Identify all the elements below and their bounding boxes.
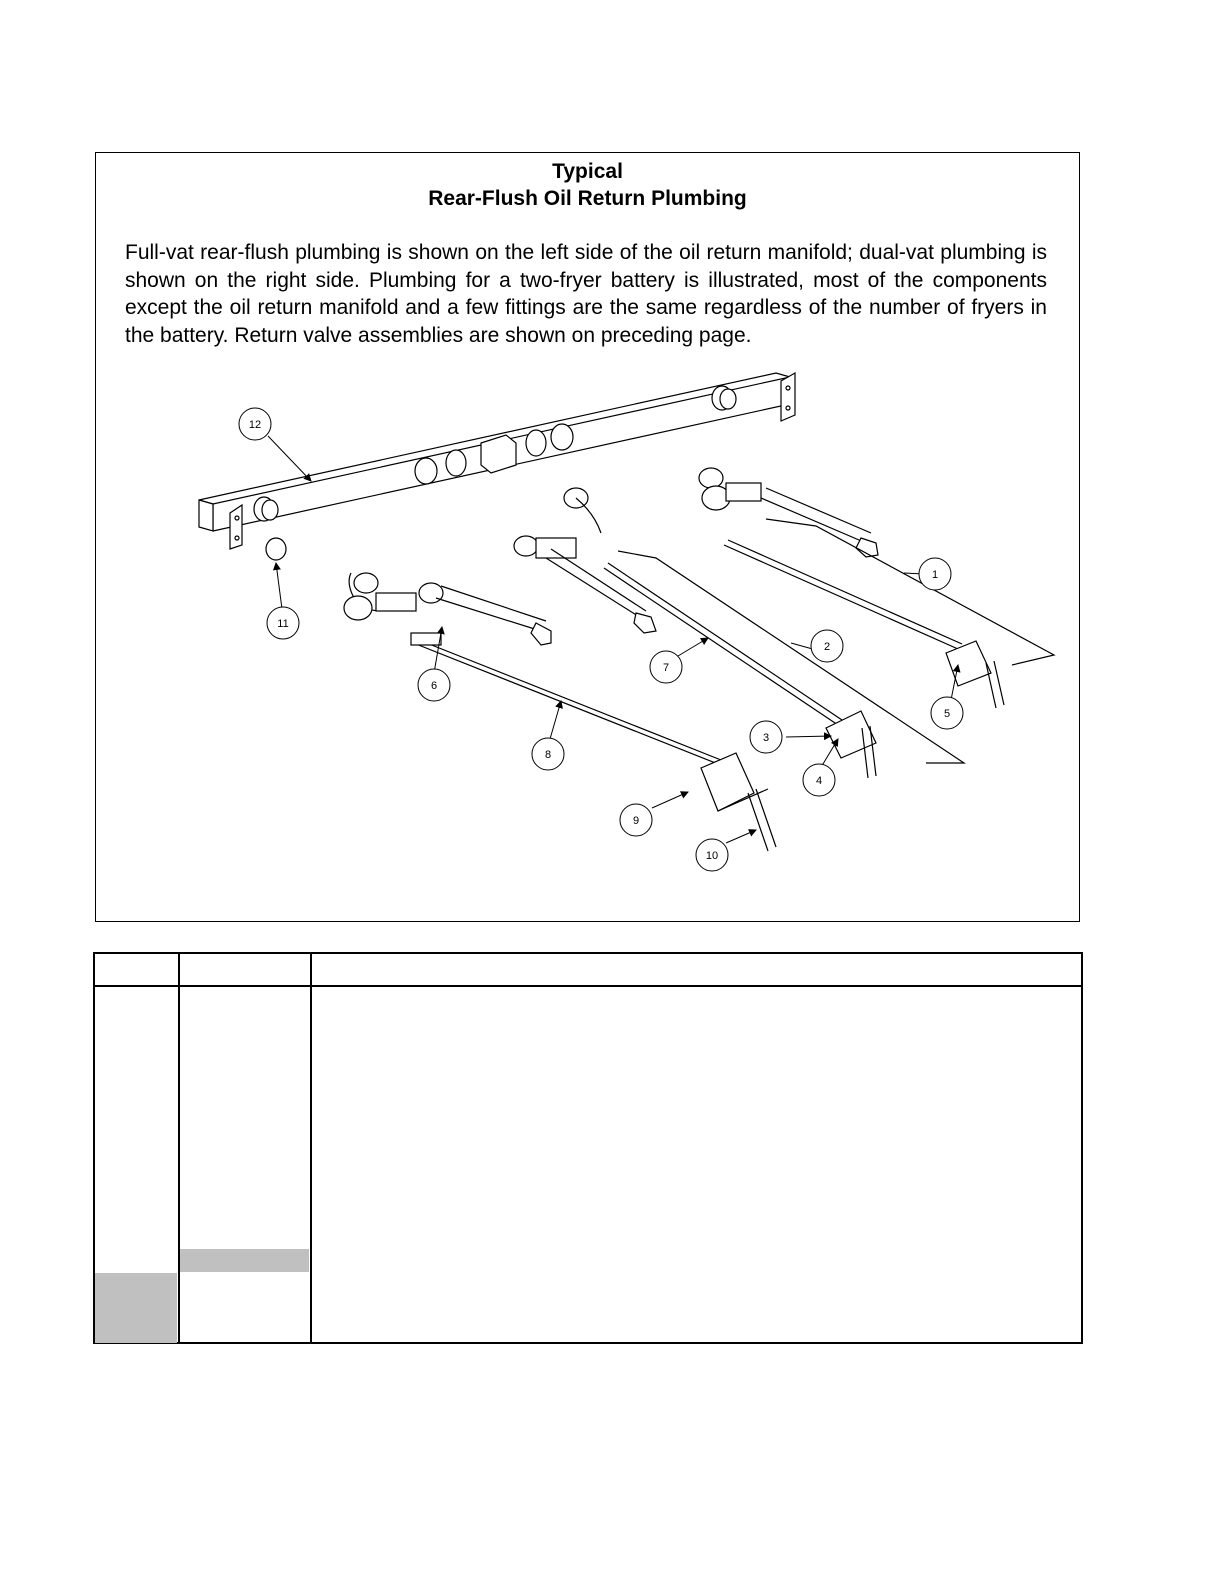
callouts (239, 408, 963, 871)
callout-3 (750, 721, 782, 753)
figure-box (95, 152, 1080, 922)
callout-8 (532, 738, 564, 770)
svg-text:1: 1 (931, 569, 939, 581)
callout-12 (239, 408, 271, 440)
callout-5 (931, 697, 963, 729)
callout-9 (620, 804, 652, 836)
callout-6 (418, 669, 450, 701)
header-description (311, 953, 1082, 986)
svg-text:4: 4 (815, 775, 823, 787)
plumbing-diagram (96, 153, 1081, 923)
header-item (94, 953, 179, 986)
svg-text:5: 5 (943, 708, 951, 720)
figure-description: Full-vat rear-flush plumbing is shown on the left side of the oil return manifold; dual-vat plumbing is shown on the right side. Plumbing for a two-fryer battery is illustrated, most of the components except the oil return manifold and a few fittings are the same regardless of the number of fryers in the battery. Return valve assemblies are shown on preceding page. (125, 241, 1047, 347)
middle-plumbing (514, 488, 964, 778)
svg-text:12: 12 (248, 419, 262, 431)
callout-2 (811, 630, 843, 662)
cell-description (311, 986, 1082, 1343)
figure-title-line1: Typical (552, 160, 623, 183)
table-header-row (94, 953, 1082, 986)
figure-title-line2: Rear-Flush Oil Return Plumbing (428, 187, 747, 210)
svg-text:7: 7 (662, 662, 670, 674)
svg-text:2: 2 (823, 641, 831, 653)
svg-text:9: 9 (632, 815, 640, 827)
table-row (94, 986, 1082, 1343)
svg-text:11: 11 (277, 618, 289, 630)
svg-text:3: 3 (762, 732, 770, 744)
svg-text:6: 6 (430, 680, 438, 692)
oil-return-manifold (199, 373, 795, 549)
callout-1 (919, 558, 951, 590)
cell-part-number (179, 986, 311, 1343)
header-part-number (179, 953, 311, 986)
callout-11 (267, 607, 299, 639)
parts-table (93, 952, 1083, 1344)
callout-4 (803, 764, 835, 796)
svg-text:8: 8 (544, 749, 552, 761)
shaded-cell (95, 1273, 177, 1343)
shaded-cell (180, 1249, 309, 1272)
callout-10 (696, 839, 728, 871)
callout-7 (650, 651, 682, 683)
full-vat-plumbing (344, 573, 776, 851)
svg-text:10: 10 (705, 850, 719, 862)
dual-vat-plumbing (699, 468, 1054, 708)
